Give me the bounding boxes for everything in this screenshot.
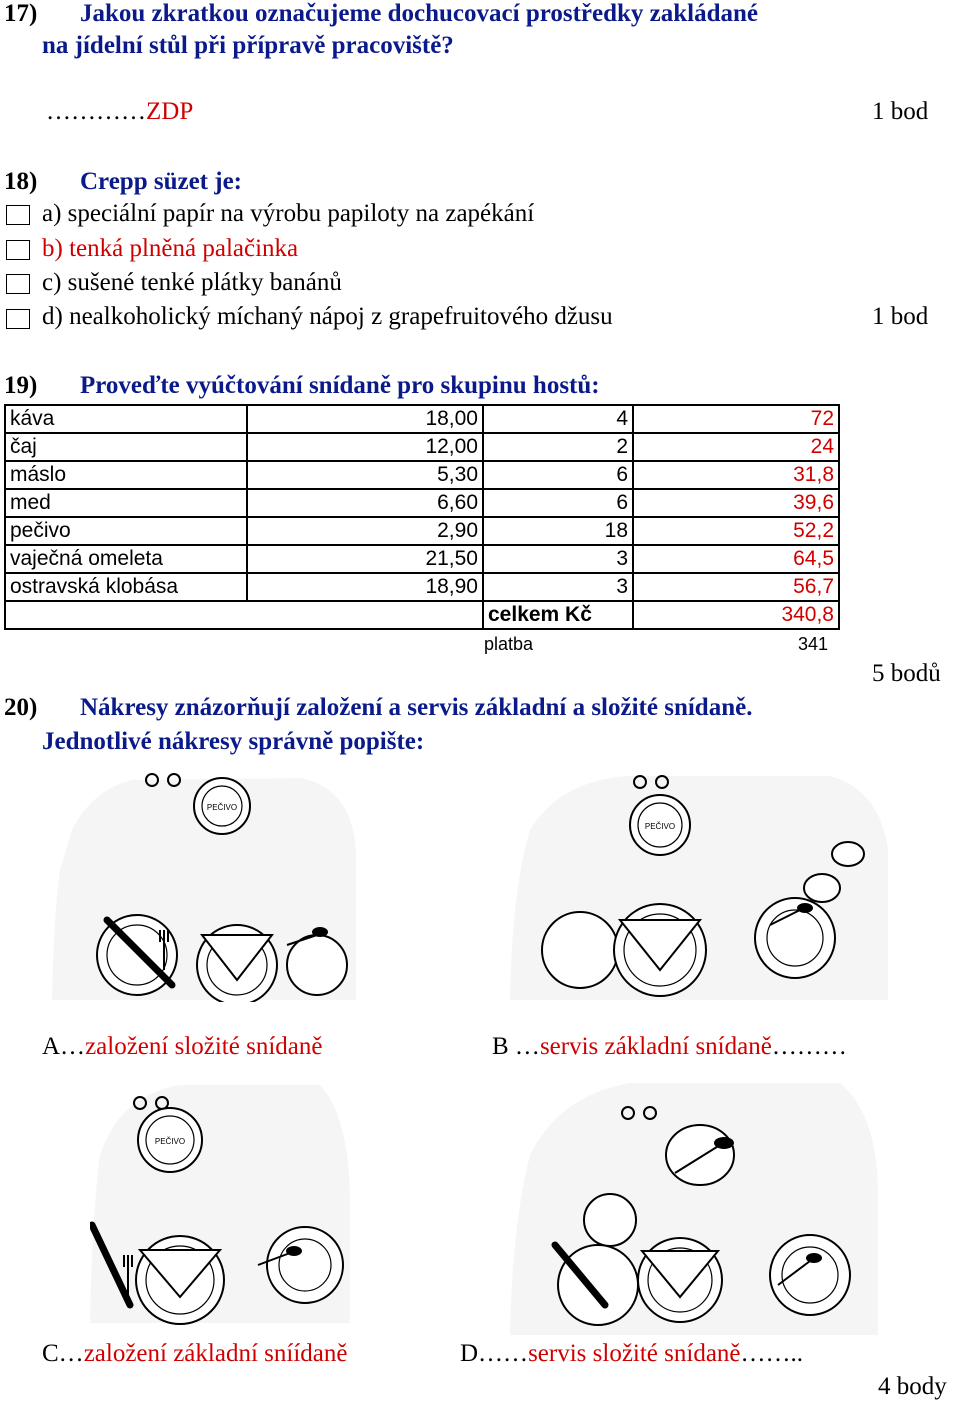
q18-option-d: d) nealkoholický míchaný nápoj z grapefruitového džusu	[42, 303, 613, 330]
sketch-d-image	[510, 1075, 880, 1337]
total-label: celkem Kč	[483, 601, 633, 629]
table-row	[5, 433, 839, 461]
item-cell: vaječná omeleta	[5, 545, 247, 573]
q20-line1: Nákresy znázorňují založení a servis základní a složité snídaně.	[80, 694, 753, 721]
plate-label-b: PEČIVO	[644, 822, 676, 831]
item-cell: čaj	[5, 433, 247, 461]
total-cell: 24	[633, 433, 839, 461]
plate-label-c: PEČIVO	[154, 1137, 186, 1146]
total-row	[5, 601, 839, 629]
price-cell: 6,60	[247, 489, 483, 517]
price-cell: 5,30	[247, 461, 483, 489]
qty-cell: 3	[483, 573, 633, 601]
price-cell: 2,90	[247, 517, 483, 545]
q18-checkbox-b[interactable]	[6, 240, 30, 260]
price-cell: 18,90	[247, 573, 483, 601]
q20-line2: Jednotlivé nákresy správně popište:	[42, 728, 425, 755]
q18-checkbox-c[interactable]	[6, 274, 30, 294]
qty-cell: 18	[483, 517, 633, 545]
table-row	[5, 405, 839, 433]
q17-line1: Jakou zkratkou označujeme dochucovací prostředky zakládané	[80, 0, 759, 27]
qty-cell: 4	[483, 405, 633, 433]
q18-title: Crepp süzet je:	[80, 168, 242, 195]
total-cell: 52,2	[633, 517, 839, 545]
total-cell: 72	[633, 405, 839, 433]
table-row	[5, 489, 839, 517]
price-cell: 12,00	[247, 433, 483, 461]
q17-number: 17)	[4, 0, 38, 27]
q18-checkbox-d[interactable]	[6, 309, 30, 329]
item-cell: káva	[5, 405, 247, 433]
price-cell: 21,50	[247, 545, 483, 573]
q18-number: 18)	[4, 168, 38, 195]
q20-points: 4 body	[878, 1373, 947, 1400]
qty-cell: 2	[483, 433, 633, 461]
q19-points: 5 bodů	[872, 660, 941, 687]
label-d: D……servis složité snídaně……..	[460, 1340, 804, 1367]
q18-option-a: a) speciální papír na výrobu papiloty na zapékání	[42, 200, 535, 227]
item-cell: med	[5, 489, 247, 517]
q18-points: 1 bod	[872, 303, 929, 330]
q19-number: 19)	[4, 372, 38, 399]
total-value: 340,8	[633, 601, 839, 629]
q18-checkbox-a[interactable]	[6, 205, 30, 225]
sketch-b-image	[510, 770, 890, 1002]
item-cell: pečivo	[5, 517, 247, 545]
qty-cell: 6	[483, 461, 633, 489]
label-a: A…založení složité snídaně	[42, 1033, 323, 1060]
qty-cell: 3	[483, 545, 633, 573]
q17-answer-text: ZDP	[146, 98, 194, 125]
q17-points: 1 bod	[872, 98, 929, 125]
bill-table	[4, 404, 840, 630]
payment-value: 341	[798, 634, 829, 654]
total-cell: 64,5	[633, 545, 839, 573]
label-c: C…založení základní sníídaně	[42, 1340, 348, 1367]
qty-cell: 6	[483, 489, 633, 517]
q18-option-b: b) tenká plněná palačinka	[42, 235, 299, 262]
total-cell: 31,8	[633, 461, 839, 489]
q19-title: Proveďte vyúčtování snídaně pro skupinu hostů:	[80, 372, 600, 399]
sketch-c-image	[90, 1075, 352, 1325]
table-row	[5, 461, 839, 489]
label-b: B …servis základní snídaně………	[492, 1033, 847, 1060]
total-cell: 56,7	[633, 573, 839, 601]
q20-number: 20)	[4, 694, 38, 721]
plate-label-a: PEČIVO	[206, 803, 238, 812]
payment-label: platba	[484, 634, 534, 654]
sketch-a-image	[52, 770, 357, 1002]
item-cell: ostravská klobása	[5, 573, 247, 601]
total-cell: 39,6	[633, 489, 839, 517]
table-row	[5, 573, 839, 601]
table-row	[5, 517, 839, 545]
q17-line2: na jídelní stůl při přípravě pracoviště?	[42, 32, 454, 59]
price-cell: 18,00	[247, 405, 483, 433]
q18-option-c: c) sušené tenké plátky banánů	[42, 269, 342, 296]
item-cell: máslo	[5, 461, 247, 489]
q17-answer: …………ZDP	[46, 98, 194, 125]
table-row	[5, 545, 839, 573]
